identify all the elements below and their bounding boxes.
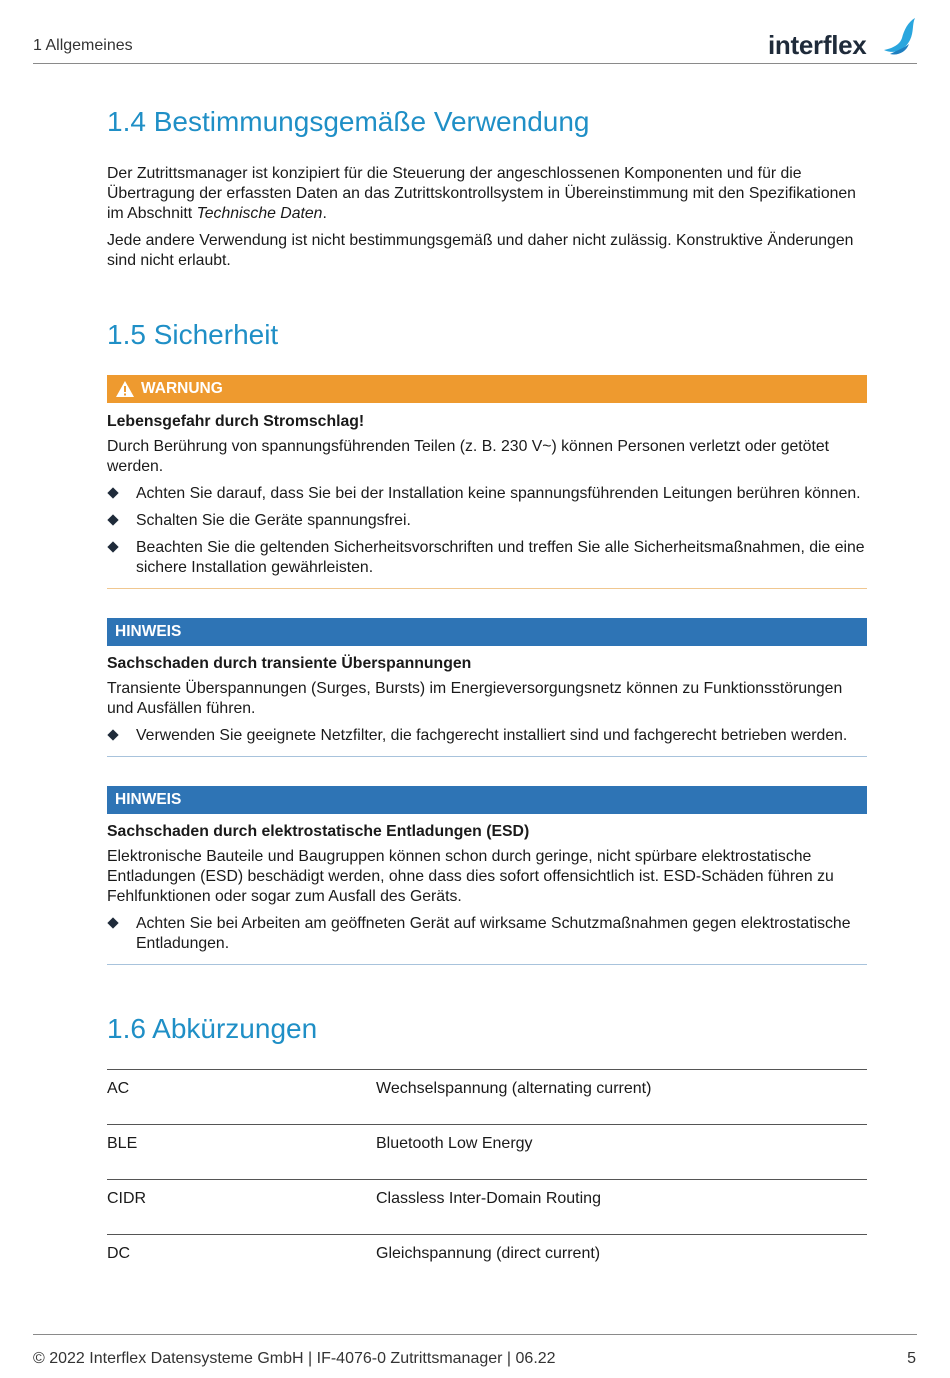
list-item [107, 538, 867, 578]
interflex-logo [768, 16, 918, 58]
note-header [107, 786, 867, 814]
note-text: Elektronische Bauteile und Baugruppen können schon durch geringe, nicht spürbare elektrostatische Entladungen (ESD) beschädigt werden, ohne dass dies sofort offensichtlich ist. ESD-Schäden führen zu Fehlfunktionen oder sogar zum Ausfall des Geräts. [107, 848, 834, 905]
note-bullet-list [107, 914, 867, 954]
note-bullet-list [107, 726, 867, 746]
page-number: 5 [907, 1350, 916, 1367]
section-heading: 1.5 Sicherheit [107, 319, 279, 350]
note-text: Transiente Überspannungen (Surges, Bursts) im Energieversorgungsnetz können zu Funktionsstörungen und Ausfällen führen. [107, 680, 843, 717]
note-divider [107, 964, 867, 965]
note-box [107, 618, 867, 757]
table-row [107, 1125, 867, 1180]
warning-text: Durch Berührung von spannungsführenden Teilen (z. B. 230 V~) können Personen verletzt oder getötet werden. [107, 438, 830, 475]
list-item-text: Verwenden Sie geeignete Netzfilter, die fachgerecht installiert sind und fachgerecht betrieben werden. [136, 727, 848, 744]
footer-divider [33, 1334, 917, 1335]
bird-logo-icon [882, 16, 918, 58]
list-item [107, 726, 867, 746]
warning-header [107, 375, 867, 403]
table-row [107, 1235, 867, 1290]
note-label: HINWEIS [115, 791, 182, 808]
header-chapter: 1 Allgemeines [33, 37, 133, 54]
abbreviation-cell: DC [107, 1235, 376, 1290]
definition-cell: Classless Inter-Domain Routing [376, 1180, 867, 1235]
section-1-6 [107, 1012, 867, 1289]
list-item [107, 914, 867, 954]
paragraph-end: . [322, 205, 327, 222]
diamond-bullet-icon [107, 487, 118, 498]
warning-box [107, 375, 867, 589]
diamond-bullet-icon [107, 541, 118, 552]
header-divider [33, 63, 917, 64]
abbreviation-cell: AC [107, 1070, 376, 1125]
warning-divider [107, 588, 867, 589]
abbreviation-cell: BLE [107, 1125, 376, 1180]
list-item-text: Schalten Sie die Geräte spannungsfrei. [136, 512, 411, 529]
list-item [107, 511, 867, 531]
section-1-5 [107, 318, 867, 352]
definition-cell: Bluetooth Low Energy [376, 1125, 867, 1180]
note-label: HINWEIS [115, 623, 182, 640]
list-item-text: Achten Sie bei Arbeiten am geöffneten Gerät auf wirksame Schutzmaßnahmen gegen elektrostatische Entladungen. [136, 915, 851, 952]
warning-bullet-list [107, 484, 867, 578]
definition-cell: Wechselspannung (alternating current) [376, 1070, 867, 1125]
warning-title: Lebensgefahr durch Stromschlag! [107, 413, 365, 430]
note-box [107, 786, 867, 965]
section-heading: 1.4 Bestimmungsgemäße Verwendung [107, 106, 590, 137]
warning-triangle-icon [115, 380, 135, 398]
abbreviations-table [107, 1069, 867, 1289]
note-divider [107, 756, 867, 757]
section-heading: 1.6 Abkürzungen [107, 1013, 318, 1044]
section-1-4 [107, 105, 867, 271]
table-row [107, 1070, 867, 1125]
note-header [107, 618, 867, 646]
diamond-bullet-icon [107, 917, 118, 928]
diamond-bullet-icon [107, 729, 118, 740]
definition-cell: Gleichspannung (direct current) [376, 1235, 867, 1290]
paragraph: Jede andere Verwendung ist nicht bestimmungsgemäß und daher nicht zulässig. Konstruktive Änderungen sind nicht erlaubt. [107, 232, 854, 269]
logo-text: interflex [768, 30, 867, 60]
note-title: Sachschaden durch elektrostatische Entladungen (ESD) [107, 823, 530, 840]
list-item-text: Achten Sie darauf, dass Sie bei der Installation keine spannungsführenden Leitungen berühren können. [136, 485, 861, 502]
note-title: Sachschaden durch transiente Überspannungen [107, 655, 472, 672]
warning-label: WARNUNG [141, 380, 223, 397]
table-row [107, 1180, 867, 1235]
italic-reference: Technische Daten [196, 205, 323, 222]
diamond-bullet-icon [107, 514, 118, 525]
abbreviation-cell: CIDR [107, 1180, 376, 1235]
paragraph [107, 164, 867, 224]
list-item [107, 484, 867, 504]
list-item-text: Beachten Sie die geltenden Sicherheitsvorschriften und treffen Sie alle Sicherheitsmaßnahmen, die eine sichere Installation gewährleisten. [136, 539, 865, 576]
paragraph-text: Der Zutrittsmanager ist konzipiert für die Steuerung der angeschlossenen Komponenten und für die Übertragung der erfassten Daten an das Zutrittskontrollsystem in Übereinstimmung mit den Spezifikationen im Abschnitt [107, 165, 856, 222]
footer-copyright: © 2022 Interflex Datensysteme GmbH | IF-4076-0 Zutrittsmanager | 06.22 [33, 1350, 556, 1367]
